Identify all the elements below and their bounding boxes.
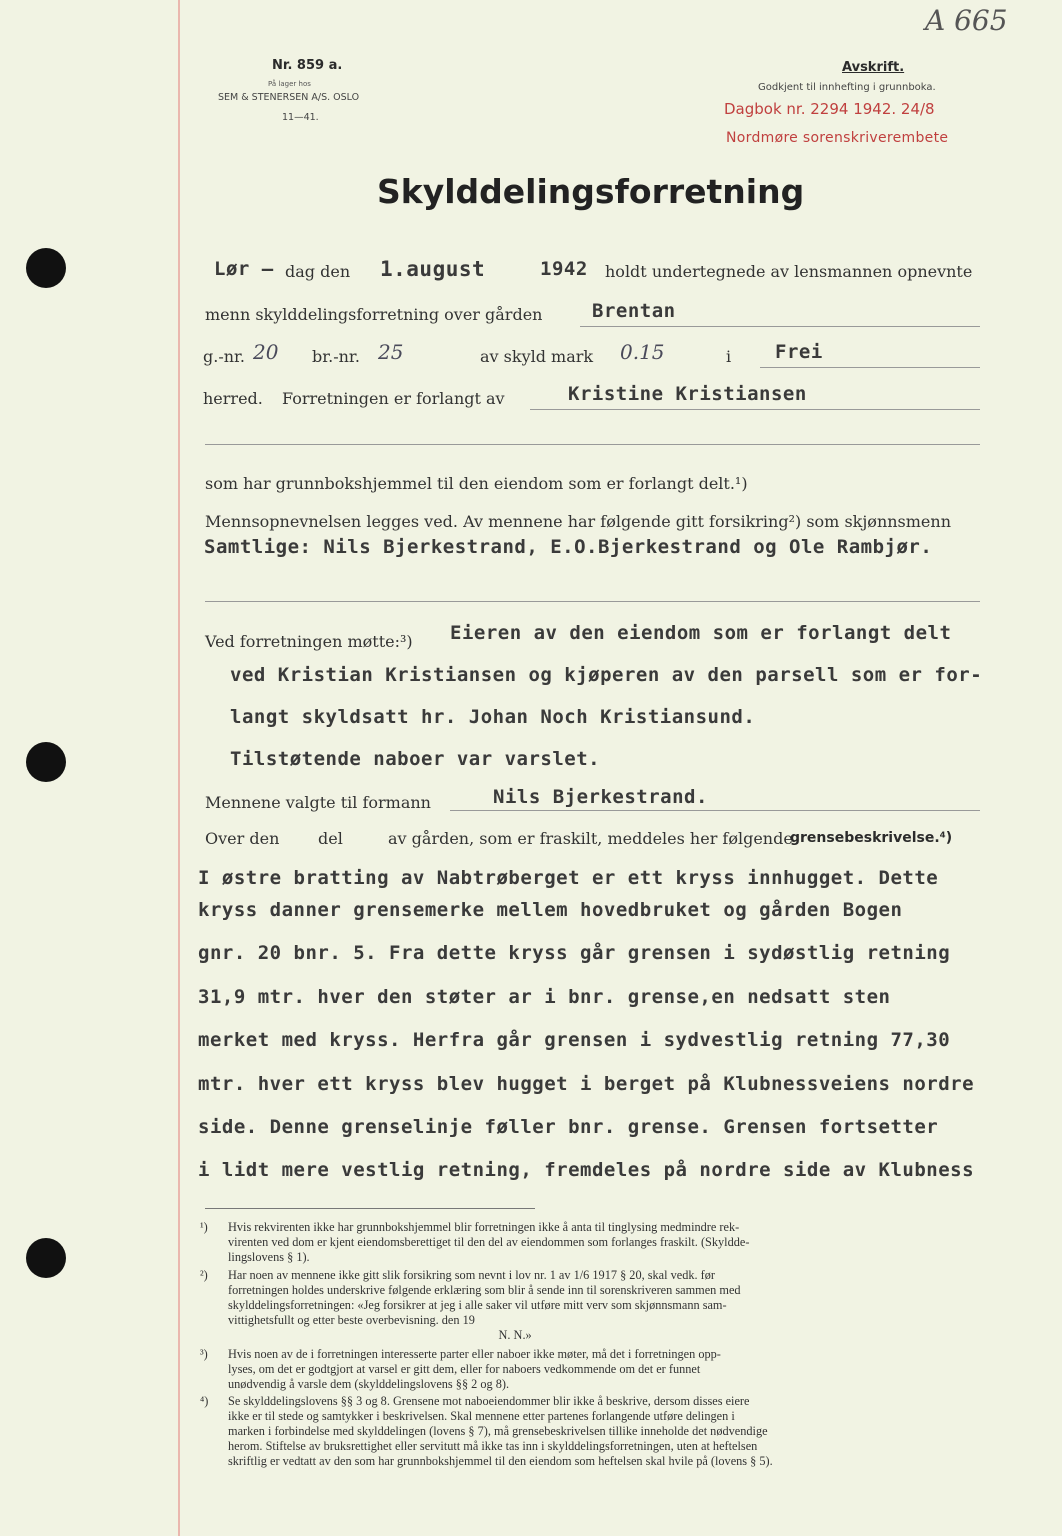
attended-line: ved Kristian Kristiansen og kjøperen av den parsell som er for- [230, 664, 983, 686]
publisher-line1: På lager hos [268, 80, 311, 88]
day-value: Lør — [214, 258, 274, 280]
copy-label: Avskrift. [842, 60, 905, 75]
chairman-name: Nils Bjerkestrand. [493, 786, 708, 808]
footnote-line: lyses, om det er godtgjort at varsel er gitt dem, eller for naboers vedkommende om det er funnet [228, 1362, 701, 1376]
date-value: 1.august [380, 257, 486, 281]
form-date: 11—41. [282, 112, 319, 123]
line1-text: holdt undertegnede av lensmannen opnevnte [605, 262, 973, 281]
footnote-line: Hvis rekvirenten ikke har grunnbokshjemmel blir forretningen ikke å anta til tinglysing medmindre rek- [228, 1220, 740, 1234]
skyld-value: 0.15 [620, 340, 665, 364]
appointment-text: Mennsopnevnelsen legges ved. Av mennene har følgende gitt forsikring²) som skjønnsmenn [205, 512, 952, 531]
chairman-line [450, 810, 980, 811]
form-number: Nr. 859 a. [272, 58, 343, 73]
publisher-line2: SEM & STENERSEN A/S. OSLO [218, 92, 360, 103]
footnote-line: lingslovens § 1). [228, 1250, 310, 1264]
attended-line: Eieren av den eiendom som er forlangt delt [450, 622, 952, 644]
diary-stamp: Dagbok nr. 2294 1942. 24/8 [724, 100, 935, 118]
attended-label: Ved forretningen møtte:³) [205, 632, 413, 651]
attended-line: langt skyldsatt hr. Johan Noch Kristiansund. [230, 706, 756, 728]
office-stamp: Nordmøre sorenskriverembete [726, 130, 949, 146]
boundary-label: grensebeskrivelse.⁴) [790, 830, 953, 846]
footnote-line: herom. Stiftelse av bruksrettighet eller servitutt må ikke tas inn i skylddelingsforretningen, uten at heftelsen [228, 1439, 758, 1453]
footnote-line: N. N.» [228, 1328, 532, 1342]
attended-line: Tilstøtende naboer var varslet. [230, 748, 601, 770]
day-suffix: dag den [285, 262, 351, 281]
requested-line [530, 409, 980, 410]
gnr-value: 20 [253, 340, 279, 364]
herred-line [760, 367, 980, 368]
blank-line-1 [205, 444, 980, 445]
herred-name: Frei [775, 341, 823, 363]
footnote-line: Se skylddelingslovens §§ 3 og 8. Grensene mot naboeiendommer blir ikke å beskrive, dersom disses eiere [228, 1394, 750, 1408]
herred-label: herred. [203, 389, 263, 408]
boundary-line: i lidt mere vestlig retning, fremdeles på nordre side av Klubness [198, 1159, 975, 1181]
chairman-label: Mennene valgte til formann [205, 793, 431, 812]
footnote-line: skylddelingsforretningen: «Jeg forsikrer at jeg i alle saker vil utføre mitt verv som skjønnsmann sam- [228, 1298, 727, 1312]
requested-by: Kristine Kristiansen [568, 383, 807, 405]
footnote-line: vittighetsfullt og etter beste overbevisning. den 19 [228, 1313, 475, 1327]
bnr-label: br.-nr. [312, 347, 360, 366]
boundary-line: kryss danner grensemerke mellem hovedbruket og gården Bogen [198, 899, 903, 921]
footnote-num: ²) [200, 1268, 208, 1282]
skyld-label: av skyld mark [480, 347, 594, 366]
footnote-separator [205, 1208, 535, 1209]
approval-text: Godkjent til innhefting i grunnboka. [758, 82, 936, 93]
over-mid: del [318, 829, 343, 848]
margin-rule [178, 0, 180, 1536]
blank-line-2 [205, 601, 980, 602]
boundary-line: side. Denne grenselinje føller bnr. grense. Grensen fortsetter [198, 1116, 939, 1138]
i-label: i [726, 347, 732, 366]
line2-text: menn skylddelingsforretning over gården [205, 305, 543, 324]
punch-hole-middle [26, 742, 66, 782]
footnote-line: unødvendig å varsle dem (skylddelingslovens §§ 2 og 8). [228, 1377, 510, 1391]
boundary-line: 31,9 mtr. hver den støter ar i bnr. grense,en nedsatt sten [198, 986, 891, 1008]
farm-name: Brentan [592, 300, 676, 322]
footnote-line: marken i forbindelse med skylddelingen (lovens § 7), må grensebeskrivelsen tillike inneholde det nødvendige [228, 1424, 768, 1438]
gnr-label: g.-nr. [203, 347, 246, 366]
boundary-line: mtr. hver ett kryss blev hugget i berget på Klubnessveiens nordre [198, 1073, 975, 1095]
boundary-line: I østre bratting av Nabtrøberget er ett kryss innhugget. Dette [198, 867, 939, 889]
footnote-line: ikke er til stede og samtykker i beskrivelsen. Skal mennene etter partenes forlangende utføre delingen i [228, 1409, 735, 1423]
footnote-line: skriftlig er vedtatt av den som har grunnbokshjemmel til den eiendom som heftelsen skal hvile på (lovens § 5). [228, 1454, 773, 1468]
punch-hole-bottom [26, 1238, 66, 1278]
boundary-line: gnr. 20 bnr. 5. Fra dette kryss går grensen i sydøstlig retning [198, 942, 951, 964]
over-rest: av gården, som er fraskilt, meddeles her følgende [388, 829, 793, 848]
footnote-num: ¹) [200, 1220, 208, 1234]
requested-label: Forretningen er forlangt av [282, 389, 505, 408]
farm-name-line [580, 326, 980, 327]
footnote-line: Har noen av mennene ikke gitt slik forsikring som nevnt i lov nr. 1 av 1/6 1917 § 20, skal vedk. før [228, 1268, 716, 1282]
corner-note: A 665 [925, 4, 1008, 37]
footnote-num: ³) [200, 1347, 208, 1361]
insurers-text: Samtlige: Nils Bjerkestrand, E.O.Bjerkestrand og Ole Rambjør. [204, 536, 933, 558]
footnote-line: forretningen holdes underskrive følgende erklæring som blir å sende inn til sorenskriveren sammen med [228, 1283, 741, 1297]
punch-hole-top [26, 248, 66, 288]
footnote-line: virenten ved dom er kjent eiendomsberettiget til den del av eiendommen som forlanges fraskilt. (Skyldde- [228, 1235, 750, 1249]
bnr-value: 25 [378, 340, 404, 364]
footnote-line: Hvis noen av de i forretningen interesserte parter eller naboer ikke møter, må det i forretningen opp- [228, 1347, 721, 1361]
year-value: 1942 [540, 258, 588, 280]
page-title: Skylddelingsforretning [377, 172, 805, 211]
hjemmel-text: som har grunnbokshjemmel til den eiendom som er forlangt delt.¹) [205, 474, 748, 493]
boundary-line: merket med kryss. Herfra går grensen i sydvestlig retning 77,30 [198, 1029, 951, 1051]
footnote-num: ⁴) [200, 1394, 209, 1408]
over-label: Over den [205, 829, 280, 848]
